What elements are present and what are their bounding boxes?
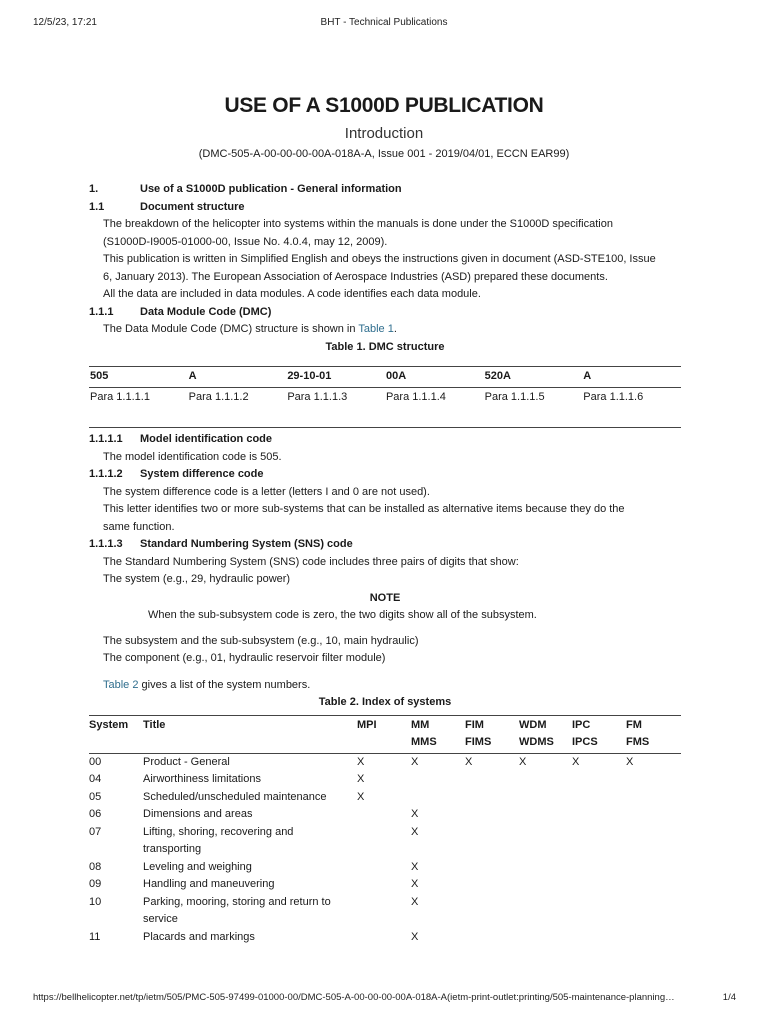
header-line: WDMS [519, 736, 554, 748]
table-cell: Para 1.1.1.5 [484, 390, 545, 403]
ipc-cell [572, 876, 626, 894]
column-header-mpi: MPI [357, 715, 411, 753]
paragraph-text: gives a list of the system numbers. [138, 678, 311, 691]
mm-cell: X [411, 825, 419, 838]
section-number: 1. [89, 183, 99, 195]
print-page-title: BHT - Technical Publications [320, 17, 448, 28]
mpi-cell [357, 859, 411, 877]
fim-cell [465, 771, 519, 789]
table-row [89, 806, 681, 824]
print-url: https://bellhelicopter.net/tp/ietm/505/PMC-505-97499-01000-00/DMC-505-A-00-00-00-00A-018A-A(ietm-print-outlet:printing/505-maintenance-planning… [33, 992, 675, 1003]
ipc-cell [572, 859, 626, 877]
system-code-cell: 10 [89, 895, 102, 908]
system-code-cell: 06 [89, 808, 102, 820]
table-row [89, 824, 681, 859]
wdm-cell [519, 894, 572, 929]
paragraph-line: The Standard Numbering System (SNS) code includes three pairs of digits that show: [103, 555, 519, 568]
fm-cell [626, 806, 681, 824]
mpi-cell [357, 894, 411, 929]
column-header-mm [411, 715, 465, 753]
title-line: Placards and markings [143, 930, 255, 943]
section-number: 1.1 [89, 200, 105, 213]
table-header-cell: 29-10-01 [286, 367, 385, 388]
table-row [89, 894, 681, 929]
title-line: Scheduled/unscheduled maintenance [143, 790, 327, 803]
header-line: FIM [465, 718, 484, 731]
fim-cell [465, 876, 519, 894]
section-number: 1.1.1.3 [89, 538, 123, 550]
table-1-link[interactable]: Table 1 [358, 323, 394, 335]
section-1-1-heading [89, 199, 681, 217]
section-1-1-1-1-heading [89, 431, 681, 449]
paragraph-line: The model identification code is 505. [103, 450, 282, 463]
paragraph-line: same function. [103, 520, 175, 533]
table-header-row [89, 715, 681, 753]
section-1-1-1-2-heading [89, 466, 681, 484]
table-cell: Para 1.1.1.2 [188, 390, 249, 403]
paragraph-line: The breakdown of the helicopter into systems within the manuals is done under the S1000D specification [103, 218, 613, 230]
header-line: IPC [572, 718, 591, 731]
header-line: FMS [626, 736, 650, 748]
header-line: IPCS [572, 736, 598, 748]
table-row [89, 753, 681, 771]
mm-cell: X [411, 808, 419, 820]
table-cell: Para 1.1.1.1 [90, 390, 150, 403]
title-line: transporting [143, 843, 202, 855]
table-2-link[interactable]: Table 2 [103, 678, 139, 691]
paragraph-line [89, 677, 681, 695]
table-row [89, 789, 681, 807]
mm-cell: X [411, 755, 419, 768]
ipc-cell [572, 894, 626, 929]
ipc-cell [572, 771, 626, 789]
mm-cell [411, 789, 465, 807]
document-body [89, 181, 681, 946]
system-code-cell: 11 [89, 930, 101, 943]
mpi-cell: X [357, 773, 365, 785]
section-1-1-1-3-heading [89, 536, 681, 554]
wdm-cell: X [519, 755, 527, 768]
header-line: WDM [519, 718, 547, 731]
mpi-cell [357, 876, 411, 894]
ipc-cell [572, 806, 626, 824]
mm-cell: X [411, 895, 419, 908]
system-title-cell [143, 929, 357, 947]
column-header-wdm [519, 715, 572, 753]
ipc-cell [572, 824, 626, 859]
mpi-cell [357, 929, 411, 947]
fm-cell [626, 876, 681, 894]
system-code-cell: 07 [89, 825, 102, 838]
paragraph-line: The system (e.g., 29, hydraulic power) [103, 573, 291, 585]
title-line: Parking, mooring, storing and return to [143, 895, 331, 908]
header-line: FIMS [465, 736, 492, 748]
system-title-cell [143, 876, 357, 894]
system-title-cell [143, 753, 357, 771]
mm-cell: X [411, 930, 419, 943]
mpi-cell [357, 824, 411, 859]
print-page-number: 1/4 [722, 992, 736, 1003]
paragraph-line [89, 321, 681, 339]
document-title: USE OF A S1000D PUBLICATION [224, 94, 544, 117]
table-cell: Para 1.1.1.4 [385, 390, 446, 403]
column-header-fm [626, 715, 681, 753]
note-text: When the sub-subsystem code is zero, the two digits show all of the subsystem. [148, 609, 537, 621]
index-of-systems-table [89, 715, 681, 947]
ipc-cell [572, 789, 626, 807]
paragraph-line: The system difference code is a letter (letters I and 0 are not used). [103, 485, 430, 498]
mm-cell: X [411, 860, 419, 873]
paragraph-text: The Data Module Code (DMC) structure is shown in [103, 323, 359, 335]
fm-cell [626, 789, 681, 807]
table-body [89, 753, 681, 946]
section-1-heading [89, 181, 681, 199]
table-row [89, 771, 681, 789]
header-line: MM [411, 718, 430, 731]
ipc-cell: X [572, 755, 580, 768]
wdm-cell [519, 876, 572, 894]
section-title: Use of a S1000D publication - General information [140, 183, 402, 195]
fim-cell [465, 894, 519, 929]
fim-cell: X [465, 755, 473, 768]
title-line: Lifting, shoring, recovering and [143, 825, 294, 838]
paragraph-line: (S1000D-I9005-01000-00, Issue No. 4.0.4, may 12, 2009). [103, 235, 388, 248]
section-title: System difference code [140, 468, 264, 480]
paragraph-line: The component (e.g., 01, hydraulic reservoir filter module) [103, 652, 386, 664]
system-title-cell [143, 771, 357, 789]
fm-cell [626, 859, 681, 877]
wdm-cell [519, 929, 572, 947]
table-row [89, 876, 681, 894]
note-heading: NOTE [369, 591, 401, 604]
wdm-cell [519, 806, 572, 824]
table-header-cell: 520A [484, 367, 583, 388]
column-header-fim [465, 715, 519, 753]
paragraph-line: The subsystem and the sub-subsystem (e.g., 10, main hydraulic) [103, 634, 419, 647]
title-line: Handling and maneuvering [143, 878, 275, 890]
system-code-cell: 08 [89, 860, 102, 873]
table-header-row [89, 367, 681, 388]
table-cell: Para 1.1.1.3 [287, 390, 348, 403]
fim-cell [465, 929, 519, 947]
title-line: Dimensions and areas [143, 808, 253, 820]
paragraph-line: All the data are included in data modules. A code identifies each data module. [103, 288, 481, 300]
system-title-cell [143, 806, 357, 824]
fm-cell [626, 894, 681, 929]
table-header-cell: A [582, 367, 681, 388]
table-2-caption: Table 2. Index of systems [318, 696, 452, 708]
mpi-cell: X [357, 755, 365, 768]
header-line: MMS [411, 736, 437, 748]
ipc-cell [572, 929, 626, 947]
system-title-cell [143, 859, 357, 877]
title-line: Leveling and weighing [143, 860, 252, 873]
system-code-cell: 04 [89, 773, 102, 785]
table-header-cell: A [188, 367, 287, 388]
paragraph-line: This publication is written in Simplified English and obeys the instructions given in document (ASD-STE100, Issue [103, 253, 656, 265]
dmc-structure-table [89, 366, 681, 428]
header-line: FM [626, 718, 642, 731]
table-header-cell: 505 [89, 367, 188, 388]
mpi-cell [357, 806, 411, 824]
table-1-caption: Table 1. DMC structure [325, 340, 445, 353]
section-title: Document structure [140, 200, 245, 213]
document-subtitle: Introduction [344, 125, 424, 142]
document-dmc-line: (DMC-505-A-00-00-00-00A-018A-A, Issue 001 - 2019/04/01, ECCN EAR99) [198, 148, 570, 160]
title-line: service [143, 913, 178, 925]
table-header-cell: 00A [385, 367, 484, 388]
fim-cell [465, 824, 519, 859]
section-1-1-1-heading [89, 304, 681, 322]
paragraph-line: 6, January 2013). The European Association of Aerospace Industries (ASD) prepared these documents. [103, 270, 608, 283]
mm-cell [411, 771, 465, 789]
system-code-cell: 00 [89, 755, 102, 768]
system-title-cell [143, 894, 357, 929]
section-number: 1.1.1 [89, 305, 114, 318]
system-title-cell [143, 824, 357, 859]
paragraph-line: This letter identifies two or more sub-systems that can be installed as alternative items because they do the [103, 503, 625, 515]
section-title: Model identification code [140, 433, 273, 445]
column-header-ipc [572, 715, 626, 753]
section-title: Standard Numbering System (SNS) code [140, 538, 353, 550]
paragraph-text: . [393, 323, 397, 335]
title-line: Airworthiness limitations [143, 773, 261, 785]
fim-cell [465, 806, 519, 824]
table-row [89, 387, 681, 407]
system-code-cell: 05 [89, 790, 102, 803]
fm-cell: X [626, 755, 634, 768]
section-number: 1.1.1.2 [89, 468, 123, 480]
fm-cell [626, 929, 681, 947]
section-number: 1.1.1.1 [89, 433, 123, 445]
title-line: Product - General [143, 755, 230, 768]
fm-cell [626, 824, 681, 859]
table-row [89, 859, 681, 877]
system-code-cell: 09 [89, 878, 102, 890]
wdm-cell [519, 789, 572, 807]
section-title: Data Module Code (DMC) [140, 305, 272, 318]
wdm-cell [519, 824, 572, 859]
fim-cell [465, 789, 519, 807]
column-header-title: Title [143, 715, 357, 753]
wdm-cell [519, 771, 572, 789]
wdm-cell [519, 859, 572, 877]
print-date: 12/5/23, 17:21 [33, 17, 97, 28]
fim-cell [465, 859, 519, 877]
mm-cell: X [411, 878, 419, 890]
column-header-system: System [89, 715, 143, 753]
table-cell: Para 1.1.1.6 [583, 390, 644, 403]
mpi-cell: X [357, 790, 365, 803]
table-row [89, 929, 681, 947]
table-spacer-row [89, 407, 681, 428]
system-title-cell [143, 789, 357, 807]
fm-cell [626, 771, 681, 789]
